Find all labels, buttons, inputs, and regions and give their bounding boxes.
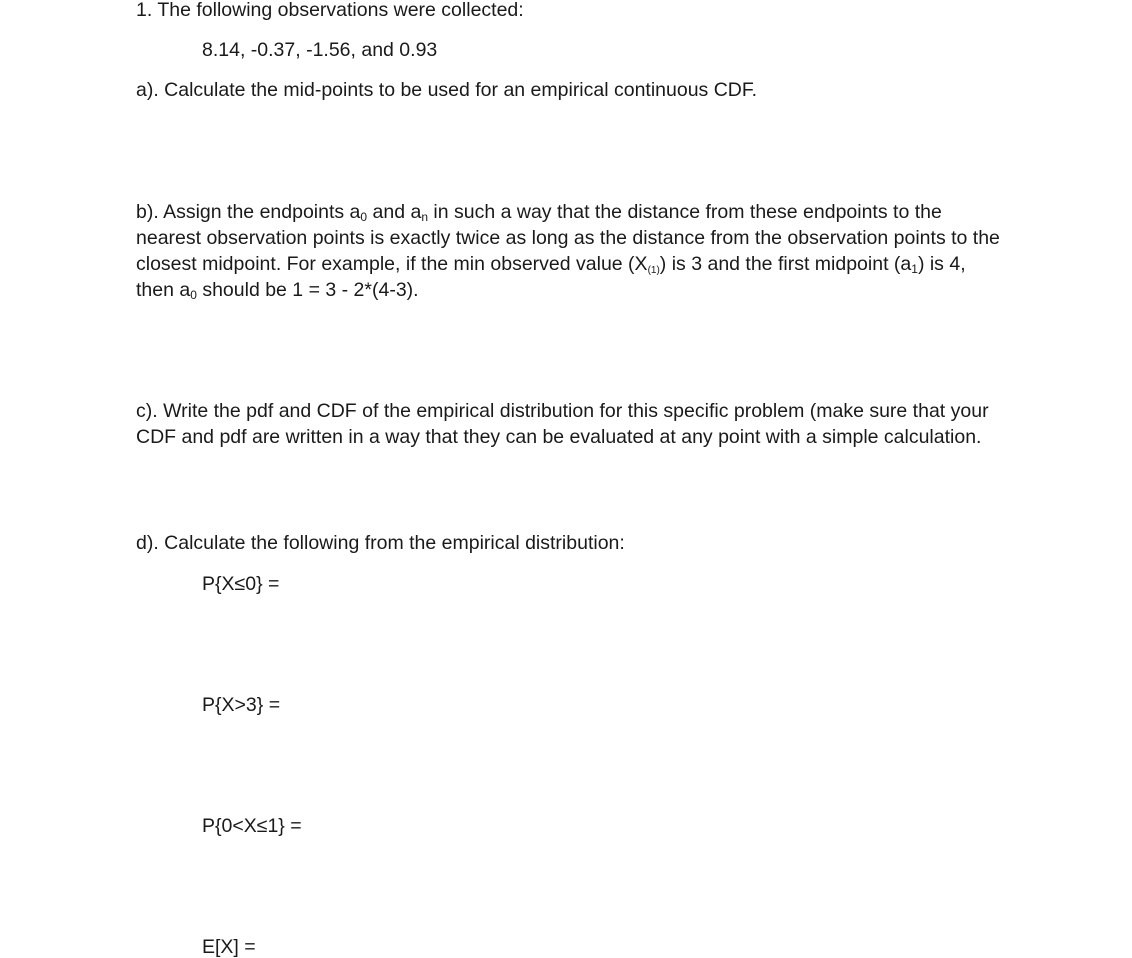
part-b-sub-x1: (1): [647, 265, 660, 276]
part-b-question: [136, 199, 1006, 303]
part-b-text-4: ) is 3 and the first midpoint (a: [659, 253, 912, 275]
part-b-sub-an: n: [421, 210, 428, 224]
part-a-question: a). Calculate the mid-points to be used for an empirical continuous CDF.: [136, 79, 758, 101]
part-b-text-6: should be 1 = 3 - 2*(4-3).: [196, 279, 419, 301]
part-b-sub-a0-2: 0: [190, 288, 197, 302]
prob-0-lt-x-le-1: P{0<X≤1} =: [202, 815, 302, 837]
part-b-sub-a1: 1: [911, 262, 918, 276]
part-d-question: d). Calculate the following from the empirical distribution:: [136, 532, 625, 554]
question-heading: 1. The following observations were collected:: [136, 0, 524, 21]
part-b-text-5: ) is 4, then a: [136, 253, 966, 301]
part-b-sub-a0: 0: [360, 210, 368, 224]
prob-x-gt-3: P{X>3} =: [202, 694, 281, 716]
part-b-text-3: in such a way that the distance from these endpoints to the nearest observation points is exactly twice as long as the distance from the observation points to the closest midpoint. For example, if the min observed value (X: [136, 201, 1000, 275]
part-c-question: c). Write the pdf and CDF of the empirical distribution for this specific problem (make sure that your CDF and pdf are written in a way that they can be evaluated at any point with a simple calculation.: [136, 400, 989, 448]
part-b-text-1: b). Assign the endpoints a: [136, 201, 361, 223]
observations-list: 8.14, -0.37, -1.56, and 0.93: [202, 39, 438, 61]
part-b-text-2: and a: [367, 201, 422, 223]
expected-value: E[X] =: [202, 936, 256, 958]
prob-x-le-0: P{X≤0} =: [202, 573, 280, 595]
